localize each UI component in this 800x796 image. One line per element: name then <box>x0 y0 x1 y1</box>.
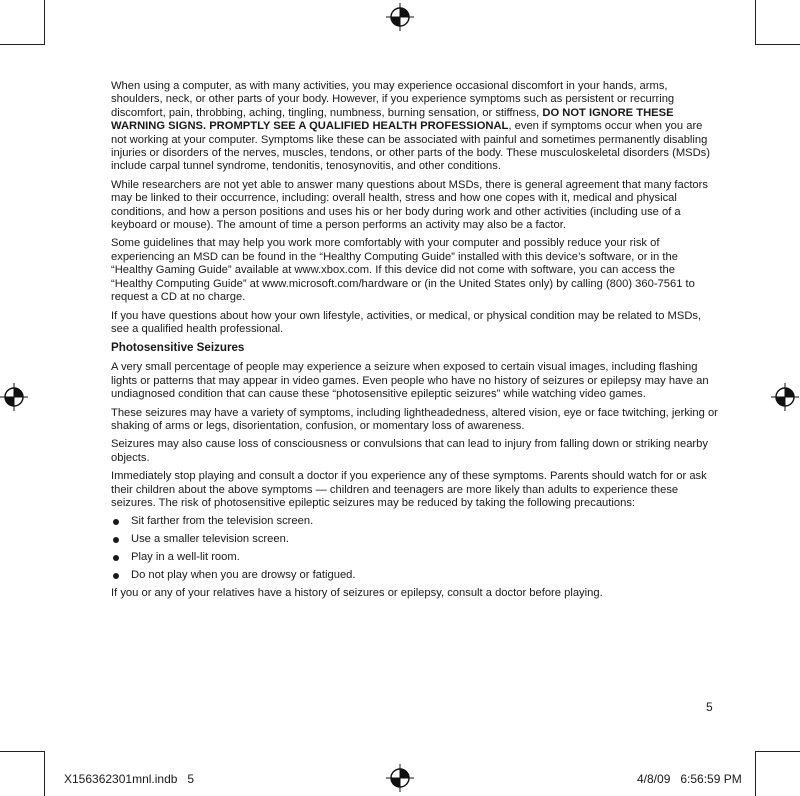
registration-mark-icon <box>386 3 414 31</box>
crop-mark <box>755 752 756 796</box>
list-item <box>111 533 719 546</box>
page-number: 5 <box>706 700 713 714</box>
registration-mark-icon <box>386 764 414 792</box>
registration-mark-icon <box>0 383 28 411</box>
precautions-list <box>111 515 719 582</box>
crop-mark <box>755 0 756 45</box>
list-item <box>111 515 719 528</box>
registration-mark-icon <box>771 383 799 411</box>
bullet-icon <box>113 519 119 525</box>
section-heading: Photosensitive Seizures <box>111 341 245 355</box>
crop-mark <box>44 0 45 45</box>
paragraph-seizure-symptoms: These seizures may have a variety of symptoms, including lightheadedness, altered vision, eye or face twitching, jerking or shaking of arms or legs, disorientation, confusion, or momentary loss of awareness. <box>111 406 718 432</box>
paragraph-guidelines: Some guidelines that may help you work more comfortably with your computer and possibly reduce your risk of experiencing an MSD can be found in the “Healthy Computing Guide” installed with this device’s software, or in the “Healthy Gaming Guide” available at www.xbox.com. If this device did not come with software, you can access the “Healthy Computing Guide” at www.microsoft.com/hardware or (in the United States only) by calling (800) 360-7561 to request a CD at no charge. <box>111 237 695 304</box>
list-item-text: Sit farther from the television screen. <box>131 515 314 528</box>
crop-mark <box>755 44 800 45</box>
list-item-text: Do not play when you are drowsy or fatigued. <box>131 569 356 582</box>
bullet-icon <box>113 537 119 543</box>
paragraph-precautions: Immediately stop playing and consult a doctor if you experience any of these symptoms. Parents should watch for or ask their children about the above symptoms — children and teenagers are more likely than adults to experience these seizures. The risk of photosensitive epileptic seizures may be reduced by taking the following precautions: <box>111 470 707 509</box>
paragraph-msd-factors: While researchers are not yet able to answer many questions about MSDs, there is general agreement that many factors may be linked to their occurrence, including: overall health, stress and how one copes with it, medical and physical conditions, and how a person positions and uses his or her body during work and other activities (including use of a keyboard or mouse). The amount of time a person performs an activity may also be a factor. <box>111 178 708 232</box>
list-item-text: Play in a well-lit room. <box>131 551 240 564</box>
list-item <box>111 551 719 564</box>
crop-mark <box>0 44 45 45</box>
footer-datetime: 4/8/09 6:56:59 PM <box>637 772 742 786</box>
paragraph-seizure-intro: A very small percentage of people may experience a seizure when exposed to certain visual images, including flashing lights or patterns that may appear in video games. Even people who have no history of seizures or epilepsy may have an undiagnosed condition that can cause these “photosensitive epileptic seizures” while watching video games. <box>111 361 709 401</box>
paragraph-questions: If you have questions about how your own lifestyle, activities, or medical, or physical condition may be related to MSDs, see a qualified health professional. <box>111 309 702 335</box>
intro-continued-text: , even if symptoms occur when you are not working at your computer. Symptoms like these can be associated with painful and sometimes permanently disabling injuries or disorders of the nerves, muscles, tendons, or other parts of the body. These musculoskeletal disorders (MSDs) include carpal tunnel syndrome, tendonitis, tenosynovitis, and other conditions. <box>111 120 711 173</box>
warning-text: DO NOT IGNORE THESE WARNING SIGNS. PROMPTLY SEE A QUALIFIED HEALTH PROFESSIONAL <box>111 106 674 133</box>
bullet-icon <box>113 555 119 561</box>
crop-mark <box>0 751 45 752</box>
footer-file: X156362301mnl.indb 5 <box>64 772 195 786</box>
paragraph-seizure-injury: Seizures may also cause loss of consciousness or convulsions that can lead to injury from falling down or striking nearby objects. <box>111 438 708 464</box>
list-item-text: Use a smaller television screen. <box>131 533 289 546</box>
crop-mark <box>44 752 45 796</box>
paragraph-msd-intro <box>111 80 719 174</box>
crop-mark <box>755 751 800 752</box>
paragraph-history: If you or any of your relatives have a history of seizures or epilepsy, consult a doctor before playing. <box>111 587 603 600</box>
list-item <box>111 569 719 582</box>
document-body <box>111 80 719 606</box>
intro-text: When using a computer, as with many activities, you may experience occasional discomfort in your hands, arms, shoulders, neck, or other parts of your body. However, if you experience symptoms such as persistent or recurring discomfort, pain, throbbing, aching, tingling, numbness, burning sensation, or stiffness, <box>111 80 675 119</box>
bullet-icon <box>113 573 119 579</box>
